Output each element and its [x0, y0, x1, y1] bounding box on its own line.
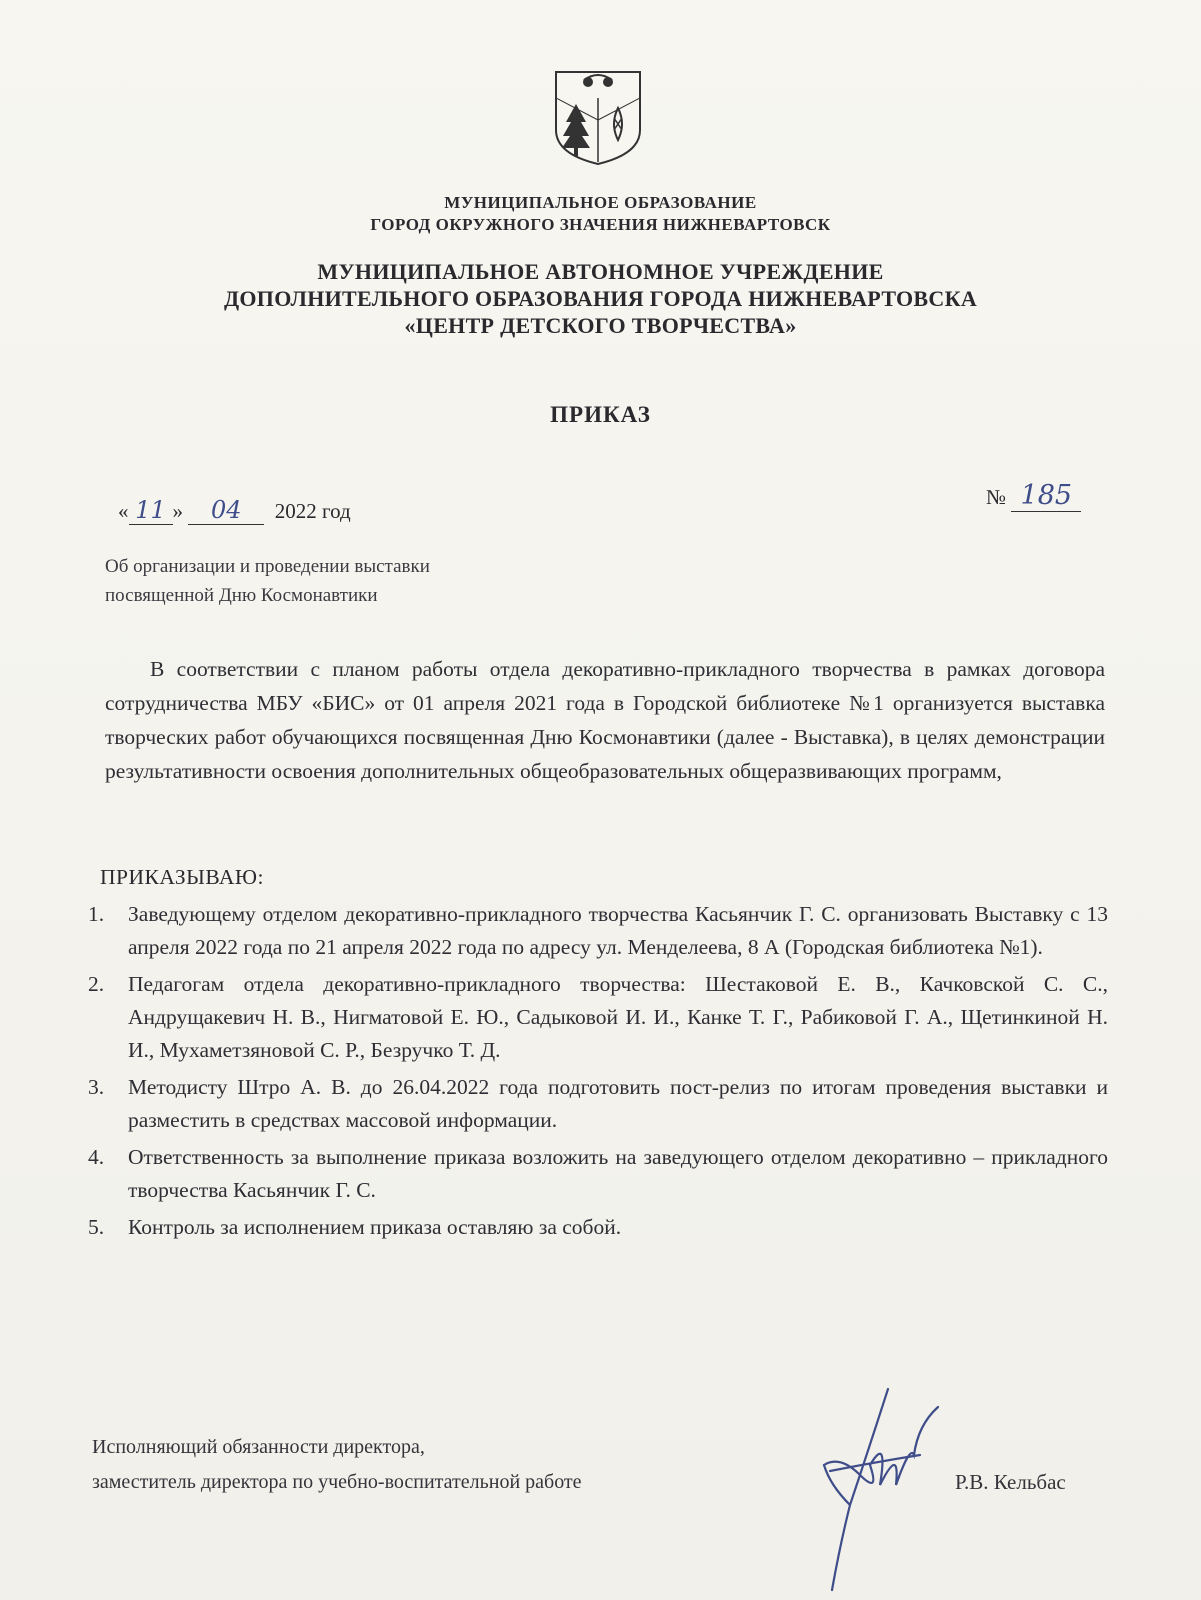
item-text: Контроль за исполнением приказа оставляю за собой. — [128, 1215, 622, 1239]
date-year: 2022 год — [274, 499, 351, 523]
header-line-2: ГОРОД ОКРУЖНОГО ЗНАЧЕНИЯ НИЖНЕВАРТОВСК — [370, 215, 831, 234]
date-day: 11 — [129, 496, 173, 525]
item-text: Ответственность за выполнение приказа возложить на заведующего отделом декоративно – прикладного творчества Касьянчик Г. С. — [128, 1145, 1108, 1202]
position-line-2: заместитель директора по учебно-воспитательной работе — [92, 1471, 582, 1493]
number-value: 185 — [1011, 480, 1081, 512]
org-line-3: «ЦЕНТР ДЕТСКОГО ТВОРЧЕСТВА» — [404, 313, 797, 338]
handwritten-signature — [810, 1385, 950, 1595]
municipality-header — [0, 192, 1201, 236]
item-number: 4. — [88, 1145, 105, 1169]
list-item — [88, 898, 1108, 964]
number-label: № — [986, 485, 1007, 509]
item-number: 2. — [88, 972, 105, 996]
order-word: ПРИКАЗЫВАЮ: — [100, 865, 264, 889]
item-text: Заведующему отделом декоративно-прикладного творчества Касьянчик Г. С. организовать Выставку с 13 апреля 2022 года по 21 апреля 2022 года по адресу ул. Менделеева, 8 А (Городская библиотека №1). — [128, 902, 1108, 959]
list-item — [88, 1211, 1108, 1244]
position-line-1: Исполняющий обязанности директора, — [92, 1436, 425, 1458]
item-number: 5. — [88, 1215, 105, 1239]
organization-header — [0, 258, 1201, 339]
org-line-1: МУНИЦИПАЛЬНОЕ АВТОНОМНОЕ УЧРЕЖДЕНИЕ — [317, 259, 884, 284]
document-title: ПРИКАЗ — [550, 402, 651, 427]
list-item — [88, 1071, 1108, 1137]
date-open-quote: « — [118, 499, 129, 523]
subject-line-2: посвященной Дню Космонавтики — [105, 585, 378, 606]
body-paragraph: В соответствии с планом работы отдела декоративно-прикладного творчества в рамках договора сотрудничества МБУ «БИС» от 01 апреля 2021 года в Городской библиотеке №1 организуется выставка творческих работ обучающихся посвященная Дню Космонавтики (далее - Выставка), в целях демонстрации результативности освоения дополнительных общеобразовательных общеразвивающих программ, — [105, 657, 1105, 783]
coat-of-arms-icon — [552, 68, 644, 168]
list-item — [88, 1141, 1108, 1207]
order-items-list — [88, 898, 1108, 1248]
document-number — [986, 480, 1081, 512]
document-subject — [105, 552, 430, 610]
date-month: 04 — [188, 496, 264, 525]
item-number: 3. — [88, 1075, 105, 1099]
date-close-quote: » — [172, 499, 183, 523]
item-number: 1. — [88, 902, 105, 926]
signatory-position — [92, 1430, 582, 1500]
signatory-name: Р.В. Кельбас — [955, 1470, 1066, 1494]
subject-line-1: Об организации и проведении выставки — [105, 556, 430, 577]
document-date — [118, 496, 351, 525]
org-line-2: ДОПОЛНИТЕЛЬНОГО ОБРАЗОВАНИЯ ГОРОДА НИЖНЕВАРТОВСКА — [223, 286, 978, 311]
item-text: Педагогам отдела декоративно-прикладного творчества: Шестаковой Е. В., Качковской С. С., Андрущакевич Н. В., Нигматовой Е. Ю., Садыковой И. И., Канке Т. Г., Рабиковой Г. А., Щетинкиной Н. И., Мухаметзяновой С. Р., Безручко Т. Д. — [128, 972, 1108, 1062]
item-text: Методисту Штро А. В. до 26.04.2022 года подготовить пост-релиз по итогам проведения выставки и разместить в средствах массовой информации. — [128, 1075, 1108, 1132]
header-line-1: МУНИЦИПАЛЬНОЕ ОБРАЗОВАНИЕ — [444, 193, 757, 212]
list-item — [88, 968, 1108, 1067]
